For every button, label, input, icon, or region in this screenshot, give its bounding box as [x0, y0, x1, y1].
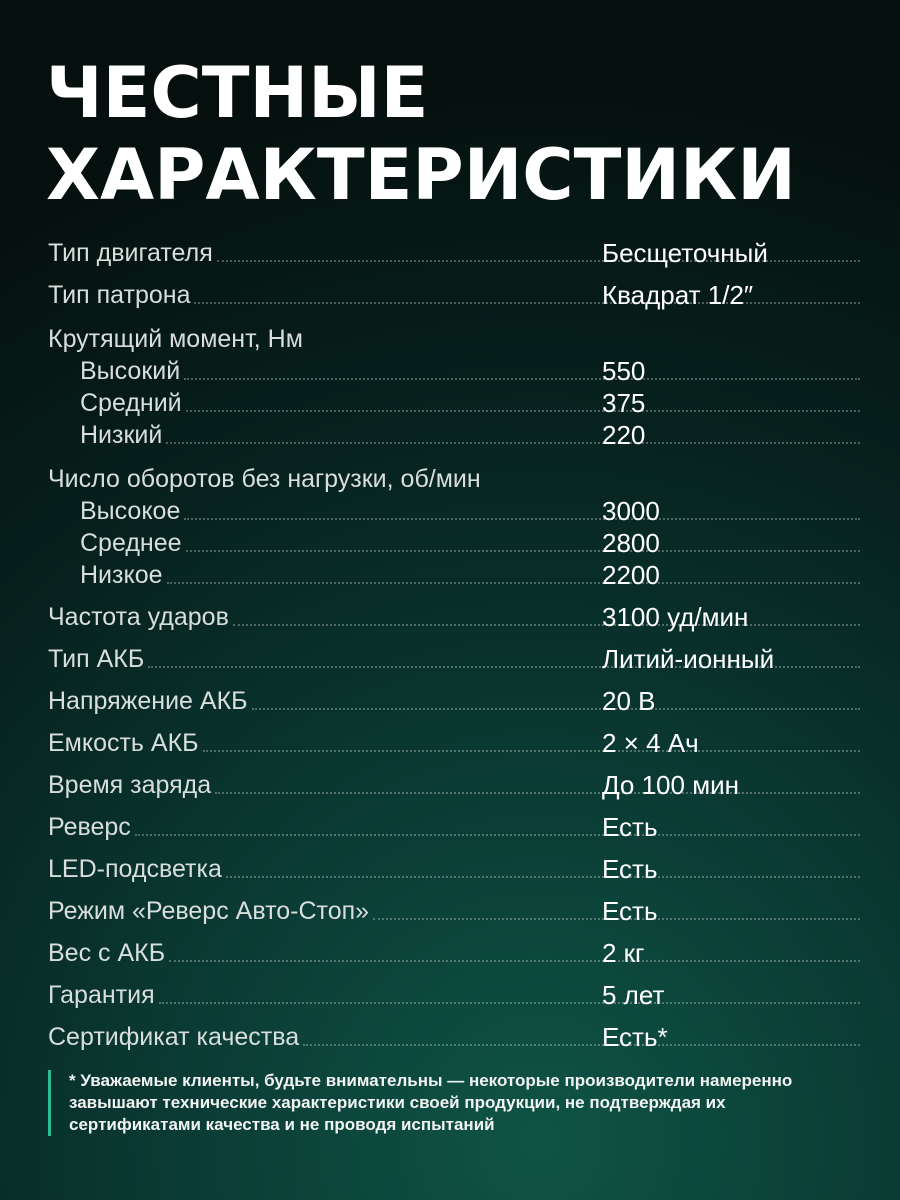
dotted-leader [203, 749, 860, 752]
specs-list [48, 226, 868, 1052]
dotted-leader [303, 1043, 860, 1046]
spec-group-label: Крутящий момент, Нм [48, 325, 303, 353]
spec-value: Литий-ионный [602, 644, 775, 674]
spec-label: LED-подсветка [48, 855, 222, 883]
spec-value: Есть [602, 812, 658, 842]
spec-label: Режим «Реверс Авто-Стоп» [48, 897, 370, 925]
spec-label: Высокое [80, 497, 181, 525]
spec-row-engine-type [48, 226, 868, 268]
spec-value: Есть [602, 896, 658, 926]
dotted-leader [166, 441, 860, 444]
spec-row-warranty [48, 968, 868, 1010]
spec-value: 3100 уд/мин [602, 602, 749, 632]
spec-label: Тип патрона [48, 281, 191, 309]
spec-row-torque-high [48, 354, 868, 386]
spec-row-auto-stop [48, 884, 868, 926]
spec-value: 20 В [602, 686, 656, 716]
spec-value: До 100 мин [602, 770, 739, 800]
spec-value: 550 [602, 356, 646, 386]
spec-row-battery-type [48, 632, 868, 674]
spec-label: Среднее [80, 529, 182, 557]
spec-group-label: Число оборотов без нагрузки, об/мин [48, 465, 481, 493]
spec-label: Сертификат качества [48, 1023, 300, 1051]
spec-value: 3000 [602, 496, 660, 526]
dotted-leader [184, 377, 860, 380]
spec-label: Низкое [80, 561, 163, 589]
spec-row-rpm-low [48, 558, 868, 590]
dotted-leader [186, 549, 860, 552]
spec-value: Есть* [602, 1022, 668, 1052]
dotted-leader [184, 517, 860, 520]
spec-label: Частота ударов [48, 603, 229, 631]
spec-row-charge-time [48, 758, 868, 800]
spec-value: 2800 [602, 528, 660, 558]
dotted-leader [252, 707, 860, 710]
spec-row-torque-low [48, 418, 868, 450]
dotted-leader [169, 959, 860, 962]
spec-label: Высокий [80, 357, 181, 385]
spec-label: Реверс [48, 813, 131, 841]
spec-label: Гарантия [48, 981, 155, 1009]
dotted-leader [226, 875, 860, 878]
spec-row-led [48, 842, 868, 884]
spec-row-torque-medium [48, 386, 868, 418]
spec-label: Вес с АКБ [48, 939, 166, 967]
dotted-leader [135, 833, 860, 836]
spec-label: Низкий [80, 421, 163, 449]
dotted-leader [233, 623, 860, 626]
title-line-2: ХАРАКТЕРИСТИКИ [46, 134, 796, 216]
spec-value: 375 [602, 388, 646, 418]
spec-label: Средний [80, 389, 182, 417]
spec-row-certificate [48, 1010, 868, 1052]
page-title [46, 52, 876, 216]
spec-value: Бесщеточный [602, 238, 768, 268]
spec-value: 220 [602, 420, 646, 450]
spec-row-weight [48, 926, 868, 968]
dotted-leader [215, 791, 860, 794]
spec-group-torque [48, 310, 868, 354]
spec-value: 2200 [602, 560, 660, 590]
spec-label: Емкость АКБ [48, 729, 199, 757]
spec-row-battery-voltage [48, 674, 868, 716]
spec-label: Тип АКБ [48, 645, 145, 673]
dotted-leader [194, 301, 860, 304]
spec-label: Напряжение АКБ [48, 687, 248, 715]
spec-row-rpm-medium [48, 526, 868, 558]
spec-row-battery-capacity [48, 716, 868, 758]
spec-value: 2 кг [602, 938, 645, 968]
title-line-1: ЧЕСТНЫЕ [46, 52, 429, 134]
spec-label: Время заряда [48, 771, 212, 799]
spec-value: 2 × 4 Ач [602, 728, 699, 758]
spec-value: Есть [602, 854, 658, 884]
spec-row-chuck-type [48, 268, 868, 310]
spec-row-impact-rate [48, 590, 868, 632]
dotted-leader [159, 1001, 860, 1004]
spec-label: Тип двигателя [48, 239, 213, 267]
spec-row-rpm-high [48, 494, 868, 526]
spec-value: 5 лет [602, 980, 665, 1010]
spec-row-reverse [48, 800, 868, 842]
spec-value: Квадрат 1/2″ [602, 280, 754, 310]
dotted-leader [167, 581, 860, 584]
spec-group-rpm [48, 450, 868, 494]
dotted-leader [186, 409, 860, 412]
footnote: * Уважаемые клиенты, будьте внимательны — некоторые производители намеренно завышают технические характеристики своей продукции, не подтверждая их сертификатами качества и не проводя испытаний [48, 1070, 859, 1136]
